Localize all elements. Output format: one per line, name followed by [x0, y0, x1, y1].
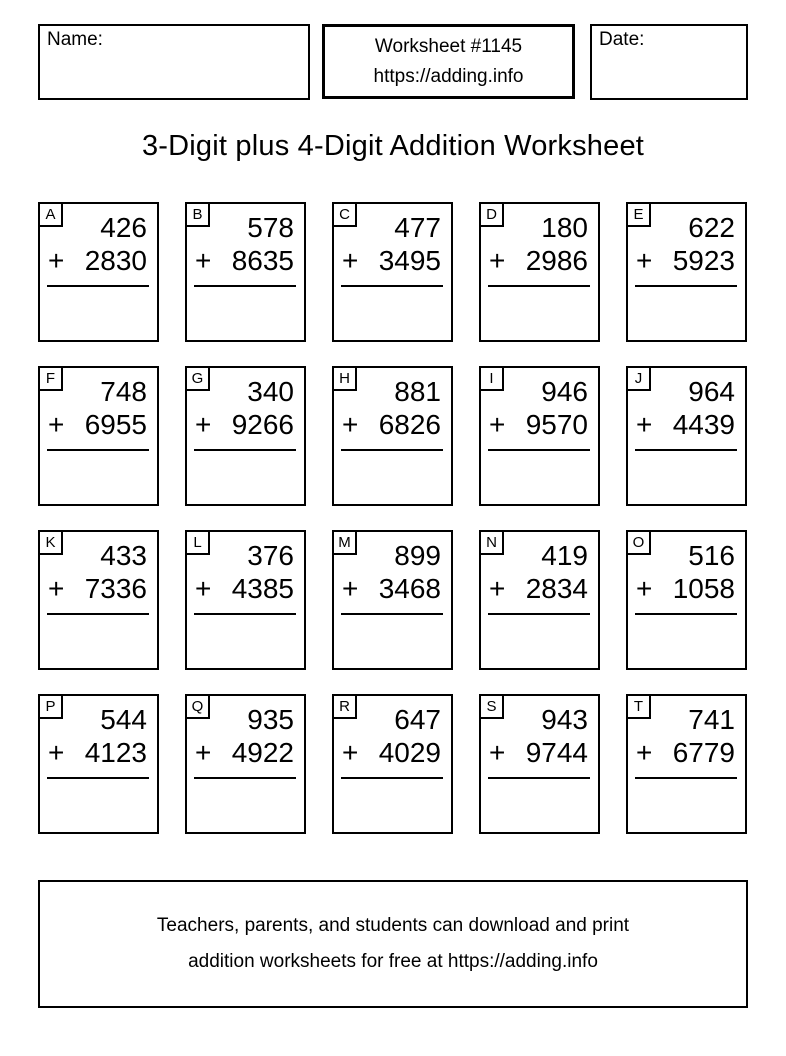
addend-bottom-row [628, 244, 745, 278]
addend-bottom: 1058 [672, 573, 735, 604]
plus-operator: + [195, 409, 212, 440]
problem-card [332, 202, 453, 342]
plus-operator: + [195, 737, 212, 768]
addend-bottom-row [334, 244, 451, 278]
problem-card [332, 694, 453, 834]
footer-notice-box [38, 880, 748, 1008]
addend-top: 935 [247, 704, 294, 735]
date-label: Date: [599, 29, 645, 50]
addend-top: 946 [541, 376, 588, 407]
problem-letter-tab [481, 696, 504, 719]
problem-letter-tab [187, 696, 210, 719]
problems-grid [38, 202, 748, 834]
answer-space [187, 779, 304, 829]
problem-letter: Q [191, 698, 204, 715]
addend-bottom: 3495 [378, 245, 441, 276]
plus-operator: + [489, 573, 506, 604]
problem-card [38, 694, 159, 834]
answer-space [187, 451, 304, 501]
plus-operator: + [489, 245, 506, 276]
plus-operator: + [195, 245, 212, 276]
addend-top: 622 [688, 212, 735, 243]
addend-bottom: 2834 [525, 573, 588, 604]
addend-bottom: 9266 [231, 409, 294, 440]
problem-letter: R [339, 698, 350, 715]
addend-bottom: 6826 [378, 409, 441, 440]
answer-space [628, 615, 745, 665]
problem-letter: H [339, 370, 350, 387]
problem-letter-tab [628, 204, 651, 227]
addend-top: 433 [100, 540, 147, 571]
addend-bottom: 2830 [84, 245, 147, 276]
addend-bottom-row [40, 736, 157, 770]
problem-letter: L [193, 534, 202, 551]
addend-top: 647 [394, 704, 441, 735]
addend-bottom: 5923 [672, 245, 735, 276]
name-label: Name: [47, 29, 103, 50]
addend-bottom-row [481, 736, 598, 770]
plus-operator: + [48, 245, 65, 276]
problem-letter-tab [40, 204, 63, 227]
plus-operator: + [48, 409, 65, 440]
problem-card [38, 530, 159, 670]
addend-top: 419 [541, 540, 588, 571]
problem-card [479, 202, 600, 342]
answer-space [334, 615, 451, 665]
problem-card [38, 202, 159, 342]
problem-letter: C [339, 206, 350, 223]
problem-letter-tab [40, 696, 63, 719]
answer-space [40, 451, 157, 501]
addend-bottom-row [334, 736, 451, 770]
problem-card [479, 694, 600, 834]
plus-operator: + [342, 245, 359, 276]
plus-operator: + [342, 573, 359, 604]
plus-operator: + [636, 409, 653, 440]
problem-letter: T [633, 698, 644, 715]
problem-letter-tab [40, 532, 63, 555]
problem-letter-tab [334, 532, 357, 555]
problem-card [38, 366, 159, 506]
addend-bottom: 7336 [84, 573, 147, 604]
addend-bottom: 4922 [231, 737, 294, 768]
problem-card [479, 530, 600, 670]
answer-space [628, 779, 745, 829]
problem-card [626, 366, 747, 506]
problem-letter: N [486, 534, 497, 551]
problem-card [332, 366, 453, 506]
problem-letter: G [191, 370, 204, 387]
problem-letter-tab [187, 368, 210, 391]
addend-bottom-row [40, 408, 157, 442]
answer-space [481, 779, 598, 829]
problem-letter: K [45, 534, 56, 551]
worksheet-url: https://adding.info [373, 65, 524, 87]
problem-card [185, 694, 306, 834]
date-field-box [590, 24, 748, 100]
footer-line-1: Teachers, parents, and students can download and print [156, 915, 630, 936]
problem-letter: B [192, 206, 203, 223]
addend-top: 180 [541, 212, 588, 243]
answer-space [481, 287, 598, 337]
problem-letter: M [338, 534, 351, 551]
page-title: 3-Digit plus 4-Digit Addition Worksheet [141, 130, 645, 162]
addend-top: 340 [247, 376, 294, 407]
addend-top: 741 [688, 704, 735, 735]
addend-bottom: 3468 [378, 573, 441, 604]
addend-bottom-row [628, 572, 745, 606]
answer-space [628, 451, 745, 501]
problem-card [626, 694, 747, 834]
problem-letter-tab [334, 696, 357, 719]
plus-operator: + [636, 573, 653, 604]
problem-card [185, 366, 306, 506]
problem-letter-tab [628, 696, 651, 719]
footer-line-2: addition worksheets for free at https://adding.info [188, 951, 598, 972]
addend-top: 544 [100, 704, 147, 735]
problem-letter-tab [187, 204, 210, 227]
worksheet-info-box [322, 24, 575, 99]
problem-letter: E [633, 206, 644, 223]
addend-top: 881 [394, 376, 441, 407]
addend-top: 943 [541, 704, 588, 735]
plus-operator: + [195, 573, 212, 604]
problem-letter-tab [481, 204, 504, 227]
problem-letter-tab [187, 532, 210, 555]
answer-space [628, 287, 745, 337]
addend-bottom: 4123 [84, 737, 147, 768]
problem-letter-tab [40, 368, 63, 391]
addend-bottom-row [334, 408, 451, 442]
addend-top: 376 [247, 540, 294, 571]
addend-bottom-row [481, 572, 598, 606]
addend-top: 748 [100, 376, 147, 407]
addend-bottom-row [628, 408, 745, 442]
answer-space [481, 615, 598, 665]
answer-space [187, 615, 304, 665]
addend-bottom-row [628, 736, 745, 770]
problem-card [479, 366, 600, 506]
problem-card [185, 202, 306, 342]
addend-bottom-row [187, 244, 304, 278]
plus-operator: + [48, 573, 65, 604]
addend-bottom: 2986 [525, 245, 588, 276]
addend-bottom: 9570 [525, 409, 588, 440]
plus-operator: + [636, 737, 653, 768]
problem-card [332, 530, 453, 670]
addend-bottom: 4029 [378, 737, 441, 768]
problem-letter: D [486, 206, 497, 223]
answer-space [481, 451, 598, 501]
addend-bottom: 8635 [231, 245, 294, 276]
addend-bottom-row [481, 408, 598, 442]
addend-bottom: 6955 [84, 409, 147, 440]
addend-bottom: 6779 [672, 737, 735, 768]
problem-letter: F [45, 370, 56, 387]
plus-operator: + [48, 737, 65, 768]
plus-operator: + [342, 409, 359, 440]
answer-space [40, 779, 157, 829]
addend-bottom-row [40, 572, 157, 606]
problem-letter: S [486, 698, 497, 715]
problem-letter-tab [628, 532, 651, 555]
worksheet-number: Worksheet #1145 [374, 35, 523, 57]
problem-letter: O [632, 534, 645, 551]
addend-bottom: 4439 [672, 409, 735, 440]
problem-letter-tab [628, 368, 651, 391]
problem-letter: I [489, 370, 494, 387]
plus-operator: + [489, 737, 506, 768]
addend-bottom: 4385 [231, 573, 294, 604]
problem-card [185, 530, 306, 670]
problem-card [626, 530, 747, 670]
answer-space [40, 287, 157, 337]
addend-bottom-row [40, 244, 157, 278]
addend-top: 516 [688, 540, 735, 571]
addend-bottom-row [187, 572, 304, 606]
problem-letter-tab [481, 532, 504, 555]
addend-top: 899 [394, 540, 441, 571]
addend-top: 964 [688, 376, 735, 407]
addend-top: 578 [247, 212, 294, 243]
plus-operator: + [342, 737, 359, 768]
addend-bottom: 9744 [525, 737, 588, 768]
problem-letter: A [45, 206, 56, 223]
answer-space [40, 615, 157, 665]
answer-space [187, 287, 304, 337]
addend-top: 477 [394, 212, 441, 243]
addend-bottom-row [187, 408, 304, 442]
problem-card [626, 202, 747, 342]
plus-operator: + [489, 409, 506, 440]
problem-letter-tab [334, 204, 357, 227]
problem-letter-tab [481, 368, 504, 391]
problem-letter-tab [334, 368, 357, 391]
answer-space [334, 779, 451, 829]
answer-space [334, 287, 451, 337]
name-field-box [38, 24, 310, 100]
addend-bottom-row [187, 736, 304, 770]
problem-letter: J [634, 370, 643, 387]
addend-top: 426 [100, 212, 147, 243]
plus-operator: + [636, 245, 653, 276]
addend-bottom-row [334, 572, 451, 606]
addend-bottom-row [481, 244, 598, 278]
answer-space [334, 451, 451, 501]
problem-letter: P [45, 698, 56, 715]
